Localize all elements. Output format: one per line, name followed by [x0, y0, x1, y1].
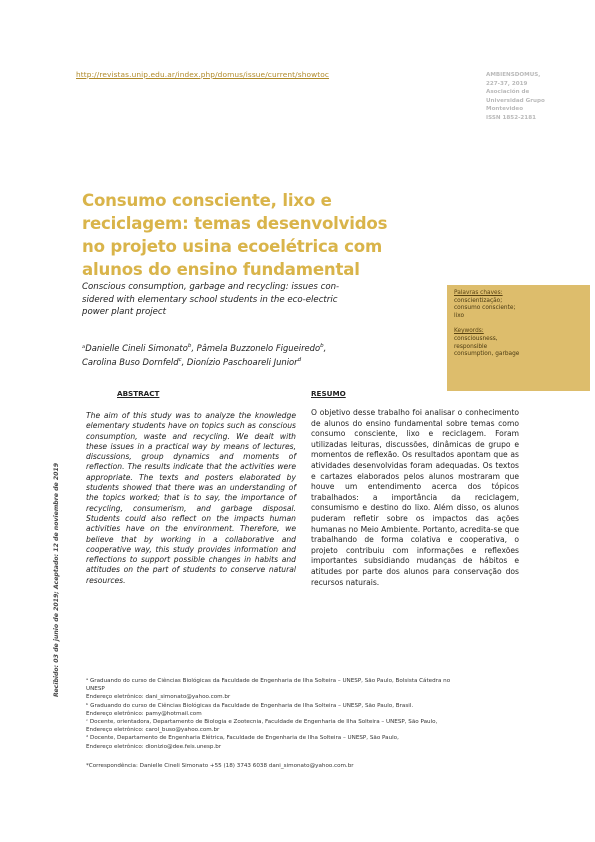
- author-list: [82, 340, 412, 369]
- keywords-sidebar: [447, 285, 590, 391]
- footnote-line: UNESP: [86, 686, 105, 693]
- keyword-item: consumption, garbage: [454, 351, 520, 358]
- resumo-body: O objetivo desse trabalho foi analisar o conhecimento de alunos do ensino fundamental sobre temas como consumo consciente, lixo e reciclagem. Foram utilizadas leituras, discussões, dinâmicas de grupo e momentos de reflexão. Os resultados apontam que as atividades desenvolvidas foram adequadas. Os textos e cartazes elaborados pelos alunos mostraram que houve um entendimento acerca dos tópicos trabalhados: a importância da reciclagem, consumismo e destino do lixo. Além disso, os alunos puderam refletir sobre os impactos das ações humanas no Meio Ambiente. Portanto, acredita-se que trabalhando de forma colativa e cooperativa, o projeto contribuiu com informações e reflexões importantes subsidiando mudanças de hábitos e atitudes por parte dos alunos para conservação dos recursos naturais.: [311, 408, 519, 587]
- keyword-item: lixo: [454, 312, 465, 319]
- keyword-item: consumo consciente;: [454, 305, 516, 312]
- subtitle-line: Conscious consumption, garbage and recycling: issues con-: [82, 282, 340, 292]
- journal-line: Montevideo: [486, 106, 524, 113]
- keyword-item: conscientização;: [454, 297, 503, 304]
- footnote-line: ᶜ Docente, orientadora, Departamento de Biologia e Zootecnia, Faculdade de Engenharia de Ilha Solteira – UNESP, São Paulo,: [86, 719, 438, 726]
- english-title: [82, 281, 412, 319]
- footnote-line: ᵈ Docente, Departamento de Engenharia Elétrica, Faculdade de Engenharia de Ilha Solteira – UNESP, São Paulo,: [86, 735, 399, 742]
- subtitle-line: power plant project: [82, 307, 166, 318]
- author-name: Carolina Buso Dornfeld: [82, 357, 179, 368]
- abstract-heading: ABSTRACT: [117, 389, 160, 398]
- received-accepted-text: Recibido: 03 de junio de 2019; Aceptado: 12 de noviembre de 2019: [53, 462, 60, 697]
- journal-line: AMBIENSDOMUS,: [486, 72, 541, 78]
- author-footnotes: [86, 677, 556, 751]
- footnote-line: Endereço eletrônico: pamy@hotmail.com: [86, 710, 202, 717]
- keywords-en-label: Keywords:: [454, 328, 484, 335]
- footnote-line: ᵃ Graduando do curso de Ciências Biológicas da Faculdade de Engenharia de Ilha Solteira – UNESP, São Paulo, Bolsista Cátedra no: [86, 678, 451, 684]
- title-line: alunos do ensino fundamental: [82, 260, 360, 279]
- author-affiliation-mark: b: [320, 343, 324, 349]
- journal-line: Asociación de: [486, 89, 530, 96]
- author-line: [82, 354, 412, 368]
- title-line: reciclagem: temas desenvolvidos: [82, 214, 388, 233]
- author-name: ᵃDanielle Cineli Simonato: [82, 342, 188, 353]
- author-affiliation-mark: c: [178, 357, 182, 364]
- title-line: no projeto usina ecoelétrica com: [82, 237, 383, 256]
- author-affiliation-mark: b: [187, 343, 192, 349]
- author-line: [82, 340, 412, 354]
- journal-line: 227-37, 2019: [486, 80, 528, 87]
- footnote-line: Endereço eletrônico: dani_simonato@yahoo.com.br: [86, 694, 231, 701]
- keyword-item: responsible: [454, 343, 488, 350]
- author-separator: ,: [323, 342, 327, 353]
- journal-url-link[interactable]: http://revistas.unip.edu.ar/index.php/domus/issue/current/showtoc: [76, 70, 330, 79]
- correspondence-note: *Correspondência: Danielle Cineli Simonato +55 (18) 3743 6038 dani_simonato@yahoo.com.br: [86, 763, 354, 769]
- journal-info: [486, 71, 586, 123]
- author-affiliation-mark: d: [297, 357, 302, 364]
- article-title: [82, 189, 412, 281]
- author-name: , Dionízio Paschoareli Junior: [181, 357, 298, 368]
- footnote-line: Endereço eletrônico: dionizio@dee.feis.unesp.br: [86, 743, 222, 750]
- author-name: , Pâmela Buzzonelo Figueiredo: [191, 342, 321, 353]
- keywords-pt-label: Palavras chaves:: [454, 290, 503, 296]
- footnote-line: ᵇ Graduando do curso de Ciências Biológicas da Faculdade de Engenharia de Ilha Solteira – UNESP, São Paulo, Brasil.: [86, 702, 414, 709]
- journal-line: ISSN 1852-2181: [486, 114, 536, 121]
- resumo-heading: RESUMO: [311, 389, 346, 398]
- keyword-item: consciousness,: [454, 335, 498, 342]
- footnote-line: Endereço eletrônico: carol_buso@yahoo.com.br: [86, 727, 220, 734]
- subtitle-line: sidered with elementary school students in the eco-electric: [82, 294, 338, 305]
- received-accepted-note: [53, 432, 63, 697]
- title-line: Consumo consciente, lixo e: [82, 191, 332, 210]
- journal-line: Universidad Grupo: [486, 97, 545, 104]
- abstract-body: The aim of this study was to analyze the knowledge elementary students have on topics such as conscious consumption, waste and recycling. We dealt with these issues in a practical way by means of lectures, discussions, group dynamics and moments of reflection. The results indicate that the activities were appropriate. The texts and posters elaborated by students showed that there was an understanding of the topics worked; that is to say, the importance of recycling, consumerism, and garbage disposal. Students could also reflect on the impacts human activities have on the environment. Therefore, we believe that by working in a collaborative and cooperative way, this study provides information and reflections to support possible changes in habits and attitudes on the part of students to conserve natural resources.: [86, 411, 296, 585]
